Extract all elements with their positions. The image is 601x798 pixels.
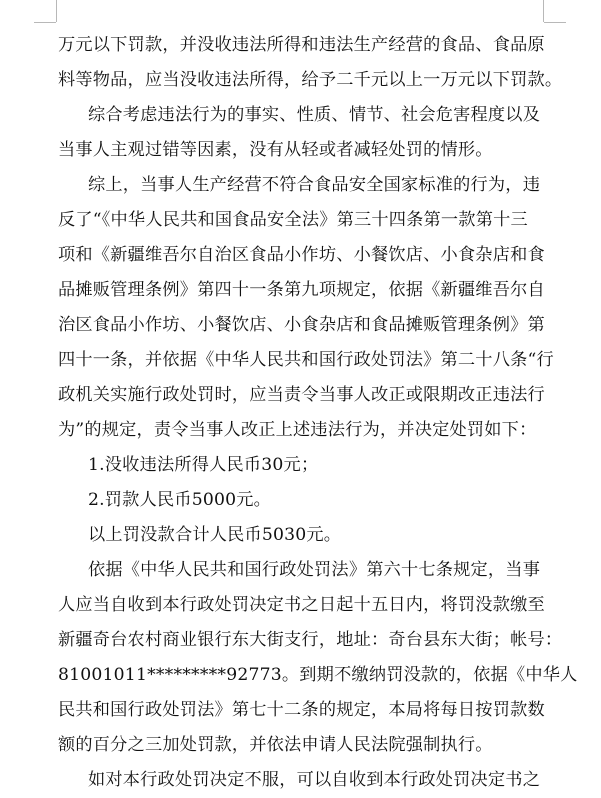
text-line-16: 依据《中华人民共和国行政处罚法》第六十七条规定，当事 xyxy=(88,560,541,580)
crop-mark-top-right-horizontal xyxy=(544,22,566,23)
text-line-1: 万元以下罚款，并没收违法所得和违法生产经营的食品、食品原 xyxy=(58,35,545,55)
penalty-total: 以上罚没款合计人民币5030元。 xyxy=(88,525,342,545)
text-line-9: 治区食品小作坊、小餐饮店、小食杂店和食品摊贩管理条例》第 xyxy=(58,315,545,335)
text-line-18: 新疆奇台农村商业银行东大街支行，地址：奇台县东大街；帐号： xyxy=(58,630,563,650)
text-line-7: 项和《新疆维吾尔自治区食品小作坊、小餐饮店、小食杂店和食 xyxy=(58,245,545,265)
text-line-11: 政机关实施行政处罚时，应当责令当事人改正或限期改正违法行 xyxy=(58,385,545,405)
text-line-10: 四十一条，并依据《中华人民共和国行政处罚法》第二十八条“行 xyxy=(58,350,554,370)
text-line-3: 综合考虑违法行为的事实、性质、情节、社会危害程度以及 xyxy=(88,105,541,125)
penalty-item-2: 2.罚款人民币5000元。 xyxy=(88,490,272,510)
text-line-12: 为”的规定，责令当事人改正上述违法行为，并决定处罚如下： xyxy=(58,420,537,440)
crop-mark-top-left-vertical xyxy=(56,0,57,22)
text-line-8: 品摊贩管理条例》第四十一条第九项规定，依据《新疆维吾尔自 xyxy=(58,280,545,300)
document-body xyxy=(58,28,578,798)
text-line-22: 如对本行政处罚决定不服，可以自收到本行政处罚决定书之 xyxy=(88,770,541,790)
text-line-4: 当事人主观过错等因素，没有从轻或者减轻处罚的情形。 xyxy=(58,140,493,160)
crop-mark-top-right-vertical xyxy=(543,0,544,22)
crop-mark-top-left-horizontal xyxy=(34,22,56,23)
text-line-6: 反了“《中华人民共和国食品安全法》第三十四条第一款第十三 xyxy=(58,210,528,230)
penalty-item-1: 1.没收违法所得人民币30元； xyxy=(88,455,319,475)
text-line-2: 料等物品，应当没收违法所得，给予二千元以上一万元以下罚款。 xyxy=(58,70,563,90)
text-line-19: 81001011*********92773。到期不缴纳罚没款的，依据《中华人 xyxy=(58,665,578,685)
text-line-21: 额的百分之三加处罚款，并依法申请人民法院强制执行。 xyxy=(58,735,493,755)
text-line-20: 民共和国行政处罚法》第七十二条的规定，本局将每日按罚款数 xyxy=(58,700,545,720)
text-line-5: 综上，当事人生产经营不符合食品安全国家标准的行为，违 xyxy=(88,175,541,195)
text-line-17: 人应当自收到本行政处罚决定书之日起十五日内，将罚没款缴至 xyxy=(58,595,545,615)
